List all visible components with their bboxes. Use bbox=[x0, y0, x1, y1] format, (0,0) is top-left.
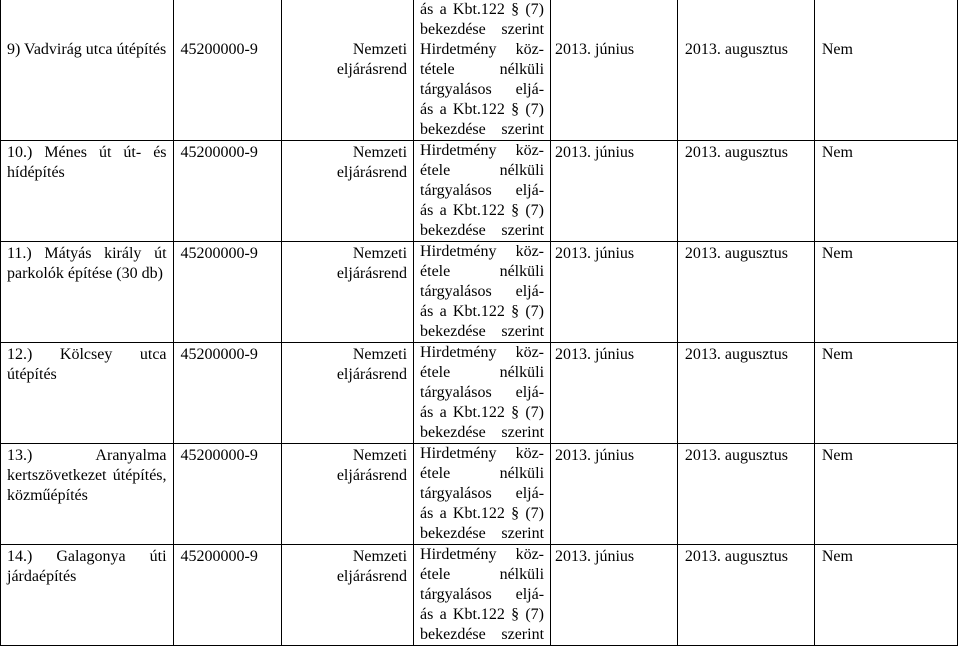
procedure-type bbox=[414, 343, 550, 443]
decision-cell bbox=[814, 343, 957, 444]
table-row bbox=[1, 141, 958, 242]
start-date-cell bbox=[551, 0, 678, 141]
procedure-type-line: étele nélküli bbox=[420, 566, 545, 583]
procedure-type-line: bekezdése szerint bbox=[420, 21, 545, 38]
procedure-type-line: ás a Kbt.122 § (7) bbox=[420, 202, 545, 219]
procedure-type-cell bbox=[414, 141, 551, 242]
cpv-code: 45200000-9 bbox=[180, 245, 258, 262]
cpv-code: 45200000-9 bbox=[180, 346, 258, 363]
start-date-cell bbox=[551, 343, 678, 444]
procedure-type-line: bekezdése szerint bbox=[420, 121, 545, 138]
start-date-cell bbox=[551, 141, 678, 242]
procedure-type-line: bekezdése szerint bbox=[420, 525, 545, 542]
project-name-cell bbox=[1, 444, 174, 545]
decision-value: Nem bbox=[821, 144, 853, 161]
procedure-type-line: bekezdése szerint bbox=[420, 222, 545, 239]
procedure-type-cell bbox=[414, 343, 551, 444]
start-date: 2013. június bbox=[555, 144, 635, 161]
end-date-cell bbox=[677, 141, 814, 242]
decision-cell bbox=[814, 0, 957, 141]
procedure-type-cell bbox=[414, 444, 551, 545]
start-date-cell bbox=[551, 444, 678, 545]
procedure-type-line: étele nélküli bbox=[420, 162, 545, 179]
start-date: 2013. június bbox=[555, 447, 635, 464]
end-date-cell bbox=[677, 0, 814, 141]
procedure-regime: Nemzeti eljárásrend bbox=[336, 245, 408, 282]
table-row bbox=[1, 343, 958, 444]
procedure-type bbox=[414, 242, 550, 342]
cpv-code: 45200000-9 bbox=[180, 447, 258, 464]
procedure-regime: Nemzeti eljárásrend bbox=[336, 346, 408, 383]
procedure-type-line: tárgyalásos eljá- bbox=[420, 384, 545, 401]
procedure-regime-cell bbox=[282, 0, 414, 141]
procedure-type-line: tétele nélküli bbox=[420, 61, 545, 78]
procedure-type-line: tárgyalásos eljá- bbox=[420, 586, 545, 603]
procedure-type-line: ás a Kbt.122 § (7) bbox=[420, 1, 545, 18]
project-name: 14.) Galagonya úti járdaépítés bbox=[7, 548, 167, 585]
procedure-regime-cell bbox=[282, 343, 414, 444]
procedure-regime: Nemzeti eljárásrend bbox=[336, 447, 408, 484]
table-row bbox=[1, 0, 958, 141]
procedure-type-line: tárgyalásos eljá- bbox=[420, 182, 545, 199]
project-name: 11.) Mátyás király út parkolók építése (30 db) bbox=[7, 245, 167, 282]
decision-value: Nem bbox=[821, 447, 853, 464]
project-name-cell bbox=[1, 0, 174, 141]
start-date: 2013. június bbox=[555, 41, 635, 58]
procedure-type-line: étele nélküli bbox=[420, 364, 545, 381]
procedure-type-line: Hirdetmény köz- bbox=[420, 445, 545, 462]
procedure-regime-cell bbox=[282, 545, 414, 646]
procedure-type-line: ás a Kbt.122 § (7) bbox=[420, 505, 545, 522]
project-name: 10.) Ménes út út- és hídépítés bbox=[7, 144, 167, 181]
project-name: 9) Vadvirág utca útépítés bbox=[7, 41, 167, 58]
cpv-code-cell bbox=[173, 343, 282, 444]
cpv-code-cell bbox=[173, 242, 282, 343]
procedure-regime: Nemzeti eljárásrend bbox=[336, 548, 408, 585]
procedure-type-line: bekezdése szerint bbox=[420, 424, 545, 441]
procedure-type-line: Hirdetmény köz- bbox=[420, 243, 545, 260]
cpv-code-cell bbox=[173, 545, 282, 646]
procedure-type-line: tárgyalásos eljá- bbox=[420, 283, 545, 300]
project-name-cell bbox=[1, 141, 174, 242]
decision-cell bbox=[814, 141, 957, 242]
project-name-cell bbox=[1, 242, 174, 343]
cpv-code-cell bbox=[173, 0, 282, 141]
end-date-cell bbox=[677, 343, 814, 444]
procedure-type bbox=[414, 141, 550, 241]
procedure-regime: Nemzeti eljárásrend bbox=[336, 144, 408, 181]
start-date: 2013. június bbox=[555, 548, 635, 565]
end-date: 2013. augusztus bbox=[684, 548, 788, 565]
decision-value: Nem bbox=[821, 548, 853, 565]
end-date: 2013. augusztus bbox=[684, 144, 788, 161]
procedure-type-line: tárgyalásos eljá- bbox=[420, 485, 545, 502]
procedure-type-line: bekezdése szerint bbox=[420, 323, 545, 340]
decision-cell bbox=[814, 242, 957, 343]
decision-value: Nem bbox=[821, 245, 853, 262]
procedure-type-line: étele nélküli bbox=[420, 465, 545, 482]
table-row bbox=[1, 242, 958, 343]
procedure-type-line: ás a Kbt.122 § (7) bbox=[420, 404, 545, 421]
decision-value: Nem bbox=[821, 346, 853, 363]
procedure-regime: Nemzeti eljárásrend bbox=[336, 41, 408, 78]
decision-value: Nem bbox=[821, 41, 853, 58]
end-date-cell bbox=[677, 545, 814, 646]
cpv-code: 45200000-9 bbox=[180, 41, 258, 58]
procedure-type-line: Hirdetmény köz- bbox=[420, 546, 545, 563]
cpv-code: 45200000-9 bbox=[180, 548, 258, 565]
procedure-type-line: Hirdetmény köz- bbox=[420, 344, 545, 361]
procedure-type-line: Hirdetmény köz- bbox=[420, 41, 545, 58]
procedure-type-line: tárgyalásos eljá- bbox=[420, 81, 545, 98]
procedure-type-line: ás a Kbt.122 § (7) bbox=[420, 101, 545, 118]
procedure-type bbox=[414, 444, 550, 544]
procedure-type-line: bekezdése szerint bbox=[420, 626, 545, 643]
procedure-type bbox=[414, 545, 550, 645]
project-name: 12.) Kölcsey utca útépítés bbox=[7, 346, 167, 383]
procurement-table-body bbox=[1, 0, 958, 646]
procedure-regime-cell bbox=[282, 141, 414, 242]
end-date: 2013. augusztus bbox=[684, 245, 788, 262]
procedure-type-cell bbox=[414, 545, 551, 646]
procedure-type bbox=[414, 0, 550, 140]
table-row bbox=[1, 545, 958, 646]
decision-cell bbox=[814, 545, 957, 646]
cpv-code-cell bbox=[173, 444, 282, 545]
start-date-cell bbox=[551, 242, 678, 343]
procedure-type-cell bbox=[414, 242, 551, 343]
end-date-cell bbox=[677, 444, 814, 545]
end-date: 2013. augusztus bbox=[684, 346, 788, 363]
decision-cell bbox=[814, 444, 957, 545]
end-date: 2013. augusztus bbox=[684, 41, 788, 58]
procedure-type-line: ás a Kbt.122 § (7) bbox=[420, 303, 545, 320]
project-name-cell bbox=[1, 545, 174, 646]
cpv-code-cell bbox=[173, 141, 282, 242]
start-date-cell bbox=[551, 545, 678, 646]
start-date: 2013. június bbox=[555, 346, 635, 363]
procedure-regime-cell bbox=[282, 242, 414, 343]
procedure-regime-cell bbox=[282, 444, 414, 545]
end-date: 2013. augusztus bbox=[684, 447, 788, 464]
end-date-cell bbox=[677, 242, 814, 343]
project-name-cell bbox=[1, 343, 174, 444]
start-date: 2013. június bbox=[555, 245, 635, 262]
procedure-type-line: étele nélküli bbox=[420, 263, 545, 280]
procedure-type-line: ás a Kbt.122 § (7) bbox=[420, 606, 545, 623]
cpv-code: 45200000-9 bbox=[180, 144, 258, 161]
procedure-type-cell bbox=[414, 0, 551, 141]
procedure-type-line: Hirdetmény köz- bbox=[420, 142, 545, 159]
table-row bbox=[1, 444, 958, 545]
project-name: 13.) Aranyalma kertszövetkezet útépítés, közműépítés bbox=[7, 447, 167, 504]
